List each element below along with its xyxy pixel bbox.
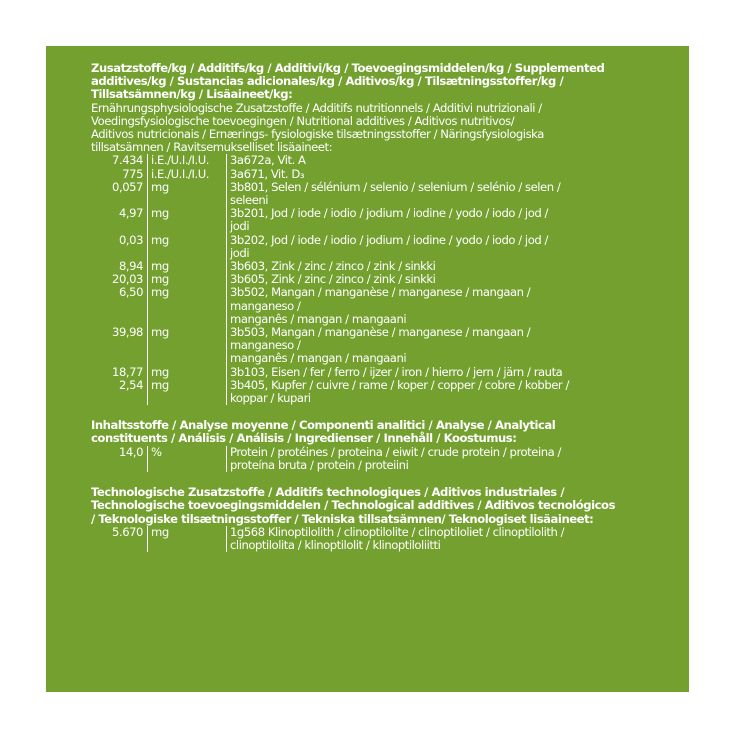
- section-block: [91, 419, 679, 472]
- row-amount: 20,03: [112, 272, 143, 287]
- row-description-line: jodi: [230, 245, 250, 260]
- row-unit: mg: [148, 181, 227, 207]
- row-unit: mg: [148, 379, 227, 405]
- section-heading-line: Inhaltsstoffe / Analyse moyenne / Componenti analitici / Analyse / Analytical: [91, 418, 556, 433]
- row-unit: i.E./U.I./I.U.: [148, 168, 227, 181]
- row-description: [227, 234, 569, 260]
- section-subheading-line: tillsatsämnen / Ravitsemukselliset lisäaineet:: [91, 140, 333, 155]
- row-amount: 2,54: [118, 377, 143, 392]
- row-description-line: 3b405, Kupfer / cuivre / rame / koper / copper / cobre / kobber /: [230, 377, 569, 392]
- row-description: [227, 326, 569, 366]
- row-description: [227, 446, 561, 472]
- row-unit: mg: [148, 260, 227, 273]
- section-gap: [91, 405, 679, 419]
- row-description: [227, 286, 569, 326]
- row-description: [227, 526, 565, 552]
- row-unit: mg: [148, 326, 227, 366]
- row-unit: i.E./U.I./I.U.: [148, 154, 227, 167]
- row-amount: 18,77: [112, 364, 143, 379]
- row-unit: mg: [148, 526, 227, 552]
- row-description-line: manganês / mangan / mangaani: [230, 311, 407, 326]
- additive-table: [91, 526, 564, 552]
- row-amount: 8,94: [118, 259, 143, 274]
- row-description-line: 3a672a, Vit. A: [230, 153, 306, 168]
- section-heading-line: Zusatzstoffe/kg / Additifs/kg / Additivi/kg / Toevoegingsmiddelen/kg / Supplemented: [91, 61, 605, 75]
- table-row: [91, 181, 569, 207]
- row-description: [227, 366, 569, 379]
- row-description-line: 3b603, Zink / zinc / zinco / zink / sinkki: [230, 259, 436, 274]
- section-heading-line: Tillsatsämnen/kg / Lisäaineet/kg:: [91, 87, 293, 102]
- table-row: [91, 234, 569, 260]
- section-block: [91, 62, 679, 405]
- row-amount: 0,057: [112, 179, 143, 194]
- row-description-line: 3b201, Jod / iode / iodio / jodium / iodine / yodo / iodo / jod /: [230, 206, 548, 221]
- ingredient-label-panel: [46, 46, 689, 692]
- table-row: [91, 379, 569, 405]
- row-unit: mg: [148, 286, 227, 326]
- row-description-line: 3b503, Mangan / manganèse / manganese / mangaan /: [230, 325, 531, 340]
- row-description-line: proteína bruta / protein / proteiini: [230, 457, 409, 472]
- row-description: [227, 379, 569, 405]
- row-amount: 7.434: [112, 153, 143, 168]
- row-description-line: 3a671, Vit. D₃: [230, 166, 305, 181]
- table-row: [91, 154, 569, 167]
- row-description-line: 3b801, Selen / sélénium / selenio / selenium / selénio / selen /: [230, 179, 561, 194]
- row-amount: 4,97: [118, 206, 143, 221]
- row-description-line: jodi: [230, 219, 250, 234]
- additive-table: [91, 446, 561, 472]
- section-subheading-line: Ernährungsphysiologische Zusatzstoffe / Additifs nutritionnels / Additivi nutrizionali /: [91, 100, 542, 115]
- table-row: [91, 366, 569, 379]
- row-description-line: clinoptilolita / klinoptilolit / klinoptiloliitti: [230, 537, 441, 552]
- row-description-line: 3b605, Zink / zinc / zinco / zink / sinkki: [230, 272, 436, 287]
- section-gap: [91, 472, 679, 486]
- row-description-line: Protein / protéines / proteina / eiwit / crude protein / proteina /: [230, 444, 561, 459]
- row-description: [227, 154, 569, 167]
- row-description-line: 3b502, Mangan / manganèse / manganese / mangaan /: [230, 285, 531, 300]
- additive-table: [91, 154, 569, 405]
- row-description-line: manganeso /: [230, 298, 301, 313]
- row-unit: mg: [148, 234, 227, 260]
- row-amount: 0,03: [118, 232, 143, 247]
- row-description-line: koppar / kupari: [230, 391, 311, 406]
- section-block: [91, 486, 679, 552]
- row-amount: 14,0: [118, 444, 143, 459]
- row-description-line: manganês / mangan / mangaani: [230, 351, 407, 366]
- label-content: [91, 62, 679, 552]
- row-description-line: 1g568 Klinoptilolith / clinoptilolite / clinoptiloliet / clinoptilolith /: [230, 524, 565, 539]
- row-description: [227, 181, 569, 207]
- table-row: [91, 168, 569, 181]
- row-description: [227, 207, 569, 233]
- table-row: [91, 326, 569, 366]
- row-unit: %: [148, 446, 227, 472]
- section-heading-line: additives/kg / Sustancias adicionales/kg / Aditivos/kg / Tilsætningsstoffer/kg /: [91, 74, 564, 89]
- section-heading-line: / Teknologiske tilsætningsstoffer / Tekniska tillsatsämnen/ Teknologiset lisäaineet:: [91, 511, 594, 526]
- row-unit: mg: [148, 273, 227, 286]
- row-unit: mg: [148, 366, 227, 379]
- row-description-line: 3b103, Eisen / fer / ferro / ijzer / iron / hierro / jern / järn / rauta: [230, 364, 563, 379]
- row-description-line: 3b202, Jod / iode / iodio / jodium / iodine / yodo / iodo / jod /: [230, 232, 548, 247]
- section-heading-line: constituents / Análisis / Análisis / Ingredienser / Innehåll / Koostumus:: [91, 431, 517, 446]
- row-amount: 6,50: [118, 285, 143, 300]
- section-heading-line: Technologische Zusatzstoffe / Additifs technologiques / Aditivos industriales /: [91, 485, 565, 500]
- section-subheading-line: Aditivos nutricionais / Ernærings- fysiologiske tilsætningsstoffer / Näringsfysiologiska: [91, 127, 544, 142]
- row-description-line: manganeso /: [230, 338, 301, 353]
- row-unit: mg: [148, 207, 227, 233]
- table-row: [91, 207, 569, 233]
- table-row: [91, 446, 561, 472]
- table-row: [91, 526, 564, 552]
- row-amount: 5.670: [112, 524, 143, 539]
- section-subheading-line: Voedingsfysiologische toevoegingen / Nutritional additives / Aditivos nutritivos/: [91, 113, 515, 128]
- row-amount: 775: [122, 166, 143, 181]
- row-amount: 39,98: [112, 325, 143, 340]
- row-description-line: seleeni: [230, 193, 269, 208]
- table-row: [91, 286, 569, 326]
- section-heading-line: Technologische toevoegingsmiddelen / Technological additives / Aditivos tecnológicos: [91, 498, 616, 513]
- row-description: [227, 168, 569, 181]
